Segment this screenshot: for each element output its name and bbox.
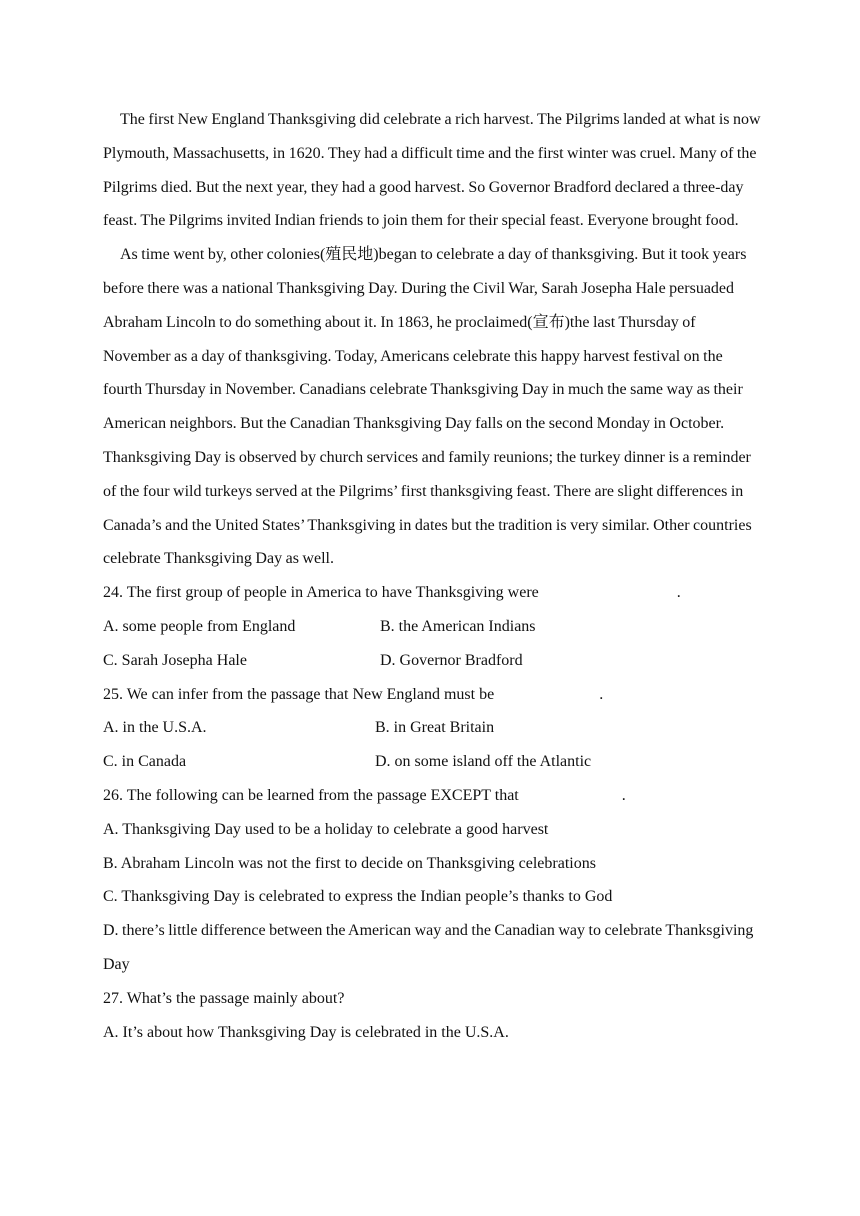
question-25-option-c: C. in Canada <box>103 753 187 771</box>
passage-paragraph-1: The first New England Thanksgiving did celebrate a rich harvest. The Pilgrims landed at what is now Plymouth, Massachusetts, in 1620. They had a difficult time and the first winter was cruel. Many of the Pilgrims died. But the next year, they had a good harvest. So Governor Bradford declared a three-day feast. The Pilgrims invited Indian friends to join them for their special feast. Everyone brought food. <box>103 111 761 230</box>
question-25-end: . <box>599 685 604 703</box>
question-26-option-a: A. Thanksgiving Day used to be a holiday to celebrate a good harvest <box>103 820 549 838</box>
question-24-end: . <box>676 584 681 602</box>
question-25-stem <box>103 678 763 712</box>
question-26-option-d: D. there’s little difference between the American way and the Canadian way to celebrate Thanksgiving Day <box>103 922 754 973</box>
question-25-text: 25. We can infer from the passage that New England must be <box>103 685 495 703</box>
question-25-options-row-2 <box>103 745 763 779</box>
question-26-option-b: B. Abraham Lincoln was not the first to decide on Thanksgiving celebrations <box>103 854 596 872</box>
document-content <box>103 103 763 1049</box>
question-24-option-a: A. some people from England <box>103 617 296 635</box>
question-24-option-c: C. Sarah Josepha Hale <box>103 651 247 669</box>
question-24-options-row-1 <box>103 610 763 644</box>
question-24-text: 24. The first group of people in America to have Thanksgiving were <box>103 584 539 602</box>
question-27-option-a: A. It’s about how Thanksgiving Day is celebrated in the U.S.A. <box>103 1023 509 1041</box>
question-26-option-c: C. Thanksgiving Day is celebrated to express the Indian people’s thanks to God <box>103 888 613 906</box>
question-24-option-b: B. the American Indians <box>380 617 536 635</box>
passage-paragraph-3: Thanksgiving Day is observed by church services and family reunions; the turkey dinner is a reminder of the four wild turkeys served at the Pilgrims’ first thanksgiving feast. There are slight differences in Canada’s and the United States’ Thanksgiving in dates but the tradition is very similar. Other countries celebrate Thanksgiving Day as well. <box>103 448 752 568</box>
passage-paragraph-2: As time went by, other colonies(殖民地)began to celebrate a day of thanksgiving. But it took years before there was a national Thanksgiving Day. During the Civil War, Sarah Josepha Hale persuaded Abraham Lincoln to do something about it. In 1863, he proclaimed(宣布)the last Thursday of November as a day of thanksgiving. Today, Americans celebrate this happy harvest festival on the fourth Thursday in November. Canadians celebrate Thanksgiving Day in much the same way as their American neighbors. But the Canadian Thanksgiving Day falls on the second Monday in October. <box>103 246 747 433</box>
question-25-option-b: B. in Great Britain <box>375 719 495 737</box>
question-24-option-d: D. Governor Bradford <box>380 651 523 669</box>
question-25-options-row-1 <box>103 711 763 745</box>
question-24-options-row-2 <box>103 644 763 678</box>
question-26-stem <box>103 779 763 813</box>
question-26-end: . <box>621 786 626 804</box>
question-24-stem <box>103 576 763 610</box>
question-25-option-d: D. on some island off the Atlantic <box>375 753 592 771</box>
question-27-stem: 27. What’s the passage mainly about? <box>103 989 345 1007</box>
question-26-text: 26. The following can be learned from the passage EXCEPT that <box>103 786 519 804</box>
question-25-option-a: A. in the U.S.A. <box>103 719 207 737</box>
